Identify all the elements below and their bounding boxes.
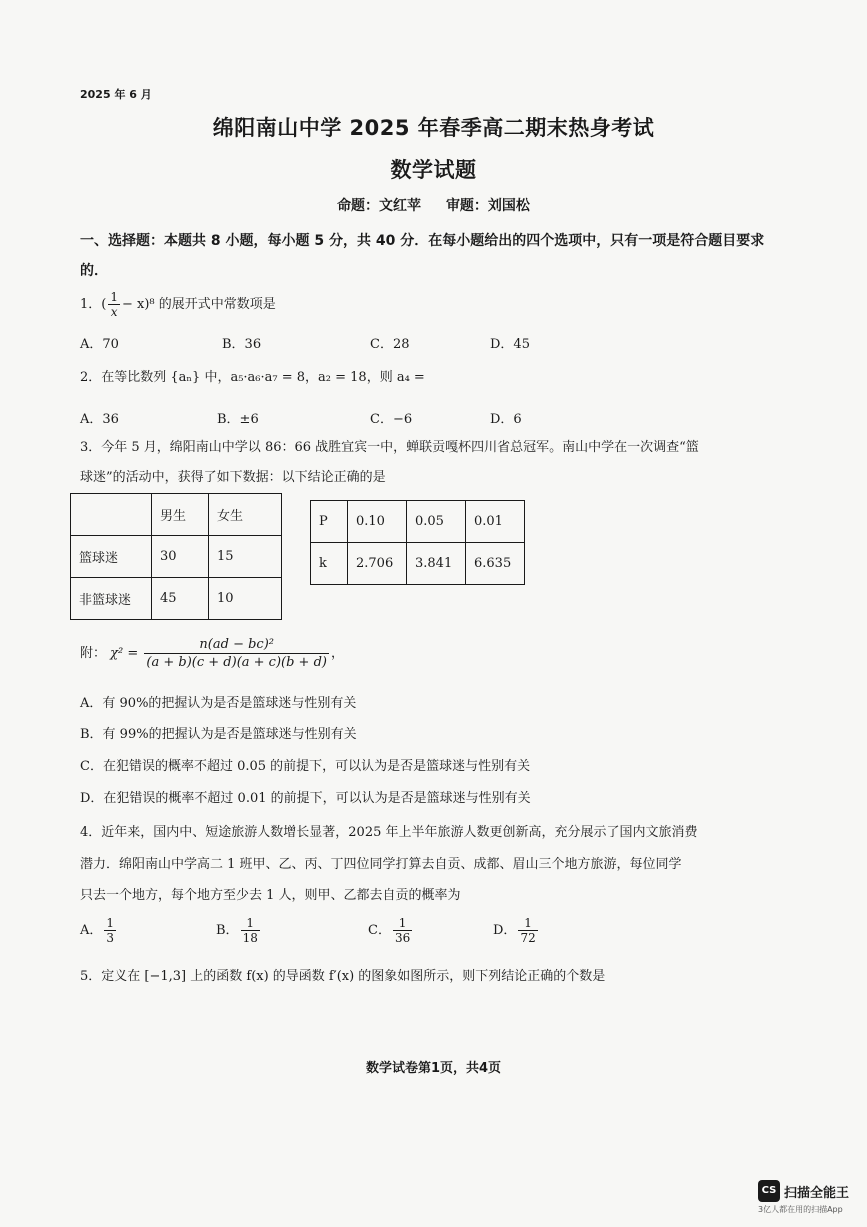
reviewer: 审题：刘国松: [445, 198, 530, 214]
table-row: P 0.10 0.05 0.01: [311, 501, 525, 543]
table-row: k 2.706 3.841 6.635: [311, 543, 525, 585]
q2-option-a: A．36: [80, 412, 119, 427]
exam-authors: [0, 195, 867, 215]
chi-square-formula: 附： χ² = $\frac{\text{n(ad − bc)²}}{(a + b)(c + d)(a + c)(b + d)}$ ，: [80, 637, 344, 670]
q4-option-c: C． $\frac{1}{36}$: [368, 916, 411, 945]
q2-option-c: C．−6: [370, 412, 413, 427]
critical-value-table: [310, 500, 525, 585]
exam-subject: 数学试题: [390, 158, 477, 182]
q4-option-b: B． $\frac{1}{18}$: [216, 916, 258, 945]
setter: 命题：文红苹: [337, 198, 422, 214]
page-footer: 数学试卷第1页，共4页: [365, 1061, 502, 1076]
fraction: $\frac{\text{n(ad − bc)²}}{(a + b)(c + d)(a + c)(b + d)}$: [146, 637, 327, 670]
q1-option-b: B．36: [222, 337, 262, 352]
question-1: 1．( $\frac{1}{x}$ − x)⁸ 的展开式中常数项是: [80, 290, 276, 319]
q4-option-a: A． $\frac{1}{3}$: [80, 916, 115, 945]
question-4-line-1: 4．近年来，国内中、短途旅游人数增长显著，2025 年上半年旅游人数更创新高，充分展示了国内文旅消费: [80, 825, 698, 840]
question-3-line-2: 球迷”的活动中，获得了如下数据：以下结论正确的是: [80, 470, 386, 485]
exam-title: 绵阳南山中学 2025 年春季高二期末热身考试: [212, 116, 655, 140]
q3-option-c: C．在犯错误的概率不超过 0.05 的前提下，可以认为是否是篮球迷与性别有关: [80, 759, 531, 774]
q1-option-c: C．28: [370, 337, 410, 352]
camscanner-logo-icon: CS: [758, 1180, 780, 1202]
question-5: 5．定义在 [−1,3] 上的函数 f(x) 的导函数 f′(x) 的图象如图所示，则下列结论正确的个数是: [80, 969, 606, 984]
question-3-line-1: 3．今年 5 月，绵阳南山中学以 86：66 战胜宜宾一中，蝉联贡嘎杯四川省总冠军。南山中学在一次调查“篮: [80, 440, 699, 455]
q1-option-d: D．45: [490, 337, 530, 352]
fraction: $\frac{1}{x}$: [110, 290, 118, 319]
table-row: 男生 女生: [71, 494, 282, 536]
question-2: 2．在等比数列 {aₙ} 中，a₅·a₆·a₇ = 8，a₂ = 18，则 a₄ =: [80, 370, 425, 385]
question-4-line-2: 潜力．绵阳南山中学高二 1 班甲、乙、丙、丁四位同学打算去自贡、成都、眉山三个地方旅游，每位同学: [80, 857, 682, 872]
question-4-line-3: 只去一个地方，每个地方至少去 1 人，则甲、乙都去自贡的概率为: [80, 888, 461, 903]
q2-option-d: D．6: [490, 412, 522, 427]
table-row: 非篮球迷 45 10: [71, 578, 282, 620]
q3-option-b: B．有 99%的把握认为是否是篮球迷与性别有关: [80, 727, 357, 742]
q3-option-a: A．有 90%的把握认为是否是篮球迷与性别有关: [80, 696, 357, 711]
section-heading: 一、选择题：本题共 8 小题，每小题 5 分，共 40 分．在每小题给出的四个选项中，只有一项是符合题目要求的．: [80, 233, 765, 279]
q3-option-d: D．在犯错误的概率不超过 0.01 的前提下，可以认为是否是篮球迷与性别有关: [80, 791, 531, 806]
q4-option-d: D． $\frac{1}{72}$: [493, 916, 536, 945]
q1-option-a: A．70: [80, 337, 119, 352]
scanner-watermark: CS 扫描全能王 3亿人都在用的扫描App: [758, 1180, 849, 1215]
survey-table: [70, 493, 282, 620]
table-row: 篮球迷 30 15: [71, 536, 282, 578]
exam-date: 2025 年 6 月: [80, 88, 152, 101]
q2-option-b: B．±6: [217, 412, 259, 427]
